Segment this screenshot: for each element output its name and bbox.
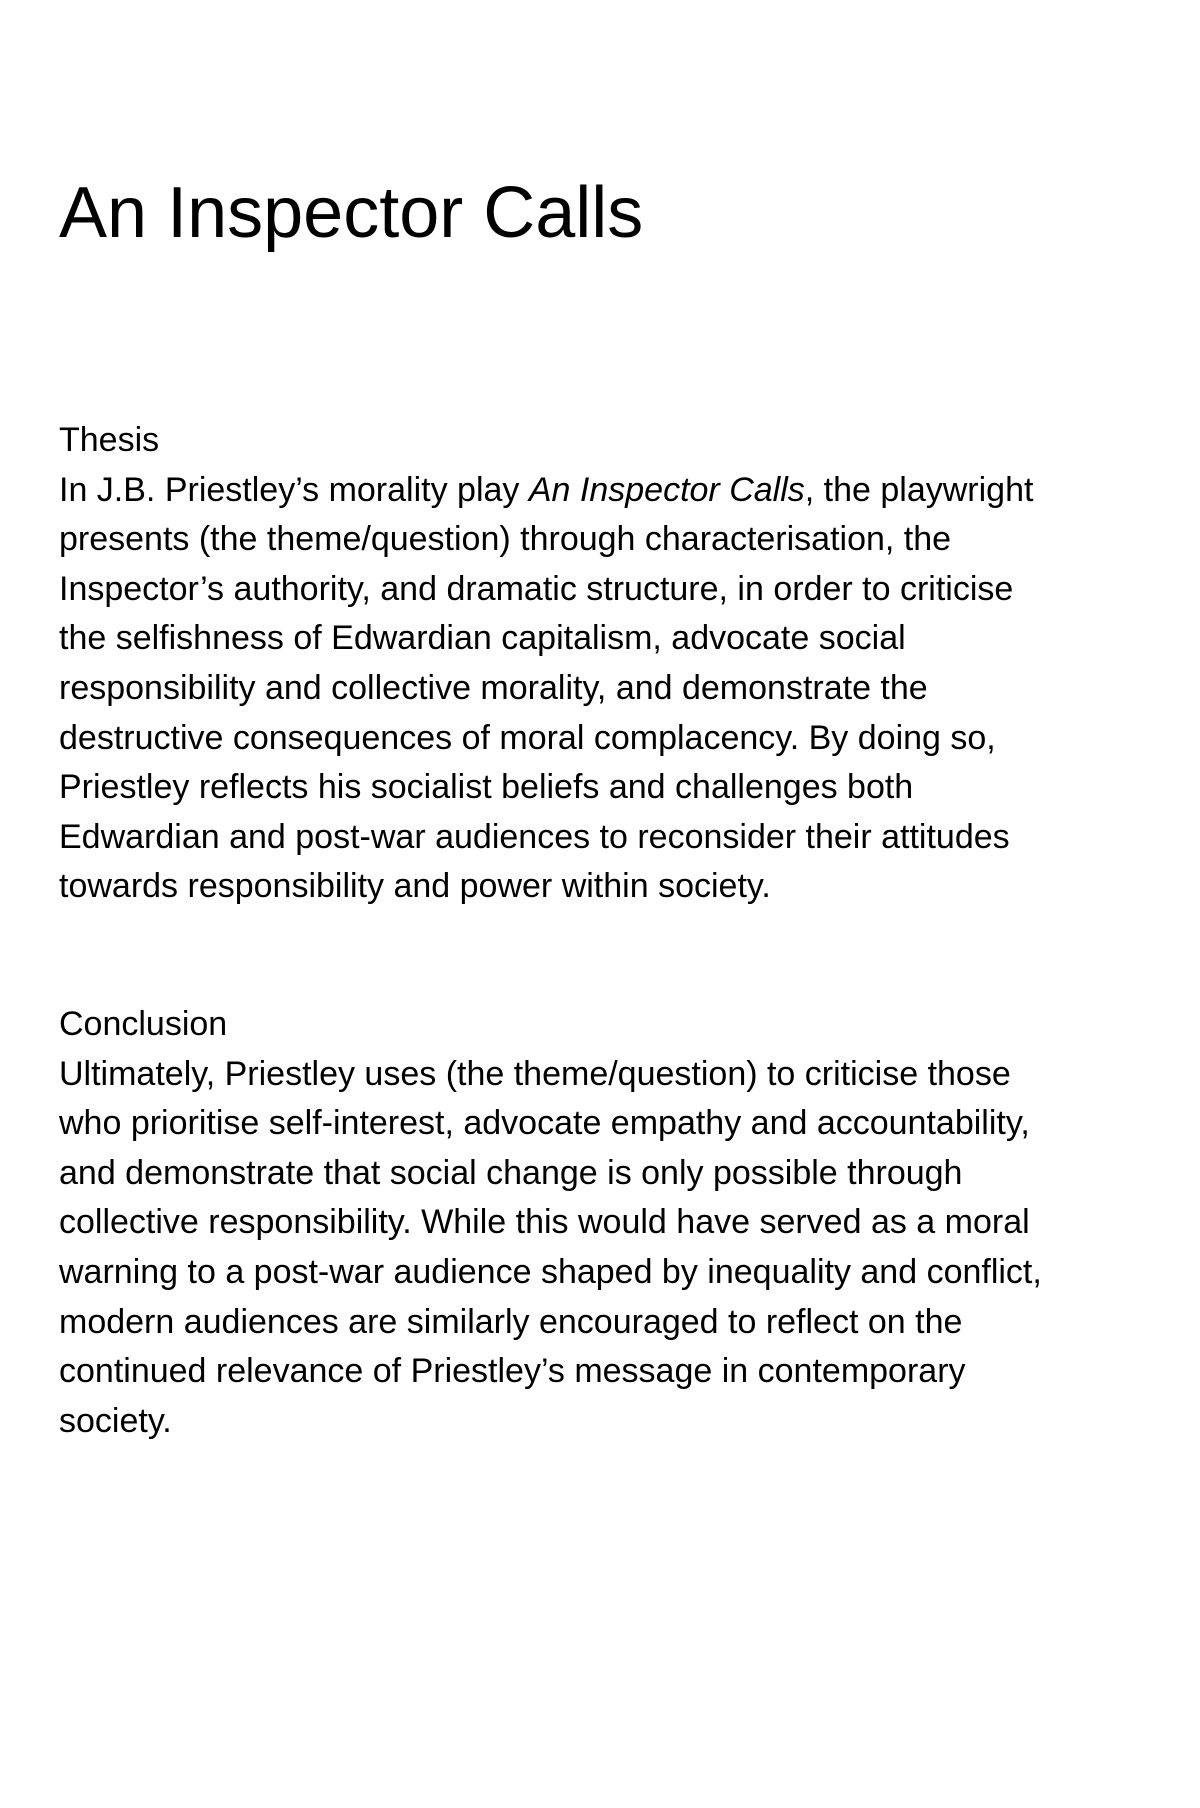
conclusion-line: continued relevance of Priestley’s message in contemporary <box>59 1352 966 1391</box>
document-page <box>59 0 1149 1808</box>
conclusion-heading: Conclusion <box>59 1005 228 1043</box>
conclusion-line: collective responsibility. While this would have served as a moral <box>59 1203 1030 1242</box>
thesis-line: Edwardian and post-war audiences to reconsider their attitudes <box>59 817 1010 856</box>
thesis-section <box>59 416 1149 912</box>
conclusion-line: and demonstrate that social change is only possible through <box>59 1153 963 1192</box>
conclusion-line: warning to a post-war audience shaped by inequality and conflict, <box>59 1252 1042 1291</box>
play-title-italic: An Inspector Calls <box>528 470 805 509</box>
conclusion-line: modern audiences are similarly encouraged to reflect on the <box>59 1302 963 1341</box>
thesis-line: Priestley reflects his socialist beliefs and challenges both <box>59 768 914 807</box>
thesis-line: destructive consequences of moral complacency. By doing so, <box>59 718 996 757</box>
conclusion-line: who prioritise self-interest, advocate empathy and accountability, <box>59 1104 1030 1143</box>
conclusion-line: society. <box>59 1401 172 1440</box>
document-title: An Inspector Calls <box>59 173 644 253</box>
thesis-line: responsibility and collective morality, and demonstrate the <box>59 668 928 707</box>
thesis-line: Inspector’s authority, and dramatic structure, in order to criticise <box>59 569 1014 608</box>
thesis-line: the selfishness of Edwardian capitalism, advocate social <box>59 619 906 658</box>
thesis-line: presents (the theme/question) through characterisation, the <box>59 520 952 559</box>
thesis-heading: Thesis <box>59 421 160 459</box>
conclusion-section <box>59 1000 1149 1446</box>
conclusion-line: Ultimately, Priestley uses (the theme/question) to criticise those <box>59 1054 1011 1093</box>
thesis-line-text: In J.B. Priestley’s morality play <box>59 470 529 509</box>
thesis-line: towards responsibility and power within society. <box>59 867 771 906</box>
thesis-line <box>59 466 1149 516</box>
thesis-line-text: , the playwright <box>804 470 1034 509</box>
